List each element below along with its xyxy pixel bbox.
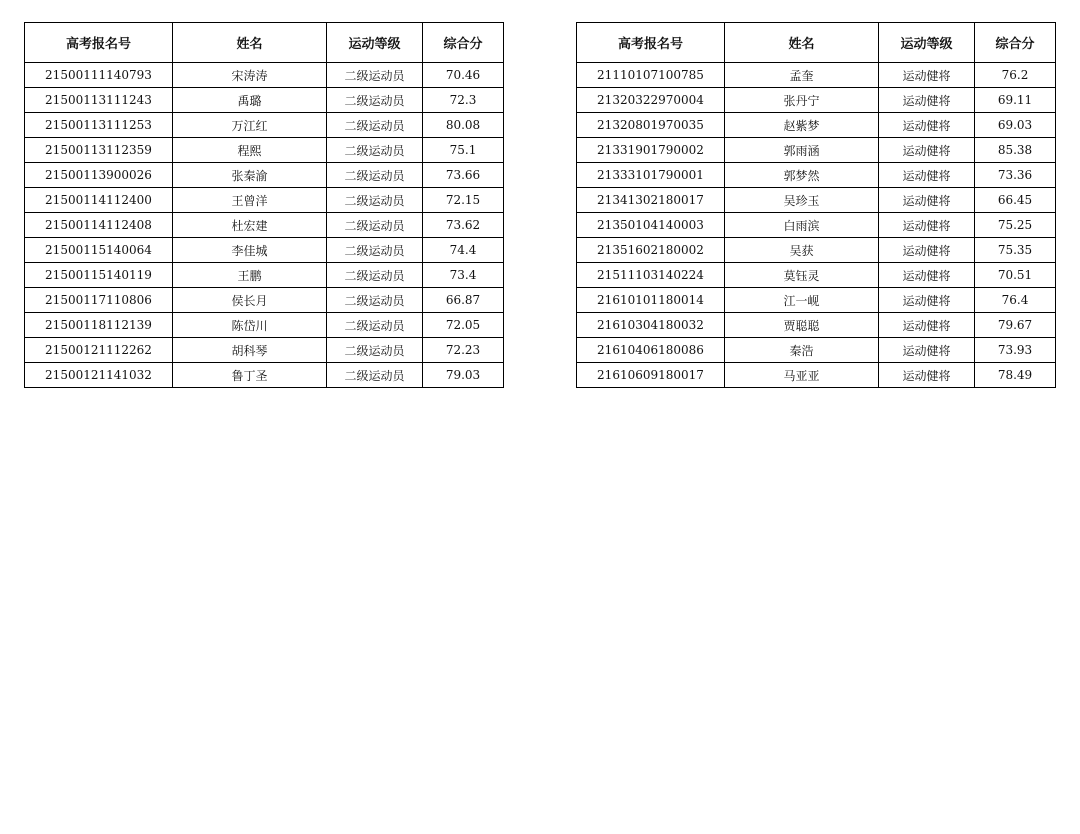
cell-exam-id: 21500115140064 (25, 238, 173, 263)
cell-total-score: 72.05 (423, 313, 504, 338)
cell-name: 侯长月 (173, 288, 327, 313)
table-row (25, 313, 504, 338)
cell-name: 马亚亚 (725, 363, 879, 388)
cell-name: 王鹏 (173, 263, 327, 288)
cell-sport-level: 二级运动员 (327, 288, 423, 313)
cell-name: 李佳城 (173, 238, 327, 263)
cell-name: 万江红 (173, 113, 327, 138)
cell-exam-id: 21320801970035 (577, 113, 725, 138)
cell-total-score: 70.51 (975, 263, 1056, 288)
right-table-header (577, 23, 1056, 63)
cell-exam-id: 21500113900026 (25, 163, 173, 188)
cell-exam-id: 21610609180017 (577, 363, 725, 388)
cell-sport-level: 二级运动员 (327, 338, 423, 363)
left-table-body (25, 63, 504, 388)
cell-sport-level: 运动健将 (879, 138, 975, 163)
cell-sport-level: 运动健将 (879, 313, 975, 338)
cell-name: 吴珍玉 (725, 188, 879, 213)
cell-total-score: 75.1 (423, 138, 504, 163)
table-row (577, 188, 1056, 213)
table-row (25, 63, 504, 88)
table-row (25, 363, 504, 388)
cell-sport-level: 二级运动员 (327, 138, 423, 163)
column-header-name: 姓名 (725, 23, 879, 63)
cell-exam-id: 21331901790002 (577, 138, 725, 163)
cell-exam-id: 21500111140793 (25, 63, 173, 88)
cell-name: 张秦渝 (173, 163, 327, 188)
cell-total-score: 80.08 (423, 113, 504, 138)
column-header-sport-level: 运动等级 (879, 23, 975, 63)
cell-total-score: 72.15 (423, 188, 504, 213)
header-row (577, 23, 1056, 63)
table-row (577, 213, 1056, 238)
cell-exam-id: 21500121112262 (25, 338, 173, 363)
column-header-total-score: 综合分 (423, 23, 504, 63)
cell-sport-level: 运动健将 (879, 113, 975, 138)
column-header-exam-id: 高考报名号 (577, 23, 725, 63)
table-row (577, 238, 1056, 263)
cell-total-score: 75.35 (975, 238, 1056, 263)
cell-total-score: 73.36 (975, 163, 1056, 188)
cell-total-score: 73.4 (423, 263, 504, 288)
cell-name: 贾聪聪 (725, 313, 879, 338)
cell-exam-id: 21610304180032 (577, 313, 725, 338)
cell-total-score: 73.93 (975, 338, 1056, 363)
cell-exam-id: 21500114112400 (25, 188, 173, 213)
cell-sport-level: 运动健将 (879, 263, 975, 288)
cell-sport-level: 运动健将 (879, 188, 975, 213)
cell-total-score: 70.46 (423, 63, 504, 88)
cell-name: 鲁丁圣 (173, 363, 327, 388)
cell-name: 江一岘 (725, 288, 879, 313)
cell-sport-level: 二级运动员 (327, 188, 423, 213)
cell-total-score: 73.66 (423, 163, 504, 188)
table-row (577, 113, 1056, 138)
cell-sport-level: 运动健将 (879, 63, 975, 88)
column-header-total-score: 综合分 (975, 23, 1056, 63)
table-row (25, 338, 504, 363)
cell-exam-id: 21110107100785 (577, 63, 725, 88)
table-row (25, 138, 504, 163)
left-table-header (25, 23, 504, 63)
cell-total-score: 72.3 (423, 88, 504, 113)
cell-name: 吴获 (725, 238, 879, 263)
cell-total-score: 73.62 (423, 213, 504, 238)
cell-name: 白雨滨 (725, 213, 879, 238)
cell-name: 秦浩 (725, 338, 879, 363)
cell-total-score: 76.4 (975, 288, 1056, 313)
cell-name: 胡科琴 (173, 338, 327, 363)
header-row (25, 23, 504, 63)
cell-sport-level: 二级运动员 (327, 113, 423, 138)
cell-total-score: 69.03 (975, 113, 1056, 138)
cell-name: 赵紫梦 (725, 113, 879, 138)
cell-sport-level: 运动健将 (879, 88, 975, 113)
table-row (577, 88, 1056, 113)
cell-exam-id: 21500117110806 (25, 288, 173, 313)
cell-total-score: 79.67 (975, 313, 1056, 338)
column-header-sport-level: 运动等级 (327, 23, 423, 63)
table-row (577, 63, 1056, 88)
cell-name: 张丹宁 (725, 88, 879, 113)
cell-exam-id: 21500121141032 (25, 363, 173, 388)
cell-sport-level: 运动健将 (879, 213, 975, 238)
cell-exam-id: 21610406180086 (577, 338, 725, 363)
cell-exam-id: 21351602180002 (577, 238, 725, 263)
cell-exam-id: 21500113112359 (25, 138, 173, 163)
cell-exam-id: 21350104140003 (577, 213, 725, 238)
column-header-name: 姓名 (173, 23, 327, 63)
cell-total-score: 79.03 (423, 363, 504, 388)
cell-exam-id: 21341302180017 (577, 188, 725, 213)
cell-exam-id: 21610101180014 (577, 288, 725, 313)
cell-name: 禹璐 (173, 88, 327, 113)
cell-sport-level: 二级运动员 (327, 363, 423, 388)
cell-sport-level: 运动健将 (879, 363, 975, 388)
table-row (25, 213, 504, 238)
cell-exam-id: 21500114112408 (25, 213, 173, 238)
table-row (25, 263, 504, 288)
cell-total-score: 78.49 (975, 363, 1056, 388)
cell-sport-level: 二级运动员 (327, 163, 423, 188)
column-header-exam-id: 高考报名号 (25, 23, 173, 63)
cell-name: 郭雨涵 (725, 138, 879, 163)
table-row (25, 163, 504, 188)
cell-name: 陈岱川 (173, 313, 327, 338)
right-table-body (577, 63, 1056, 388)
table-row (577, 138, 1056, 163)
cell-total-score: 75.25 (975, 213, 1056, 238)
cell-exam-id: 21333101790001 (577, 163, 725, 188)
cell-total-score: 74.4 (423, 238, 504, 263)
table-row (577, 338, 1056, 363)
table-row (577, 163, 1056, 188)
cell-sport-level: 运动健将 (879, 238, 975, 263)
cell-name: 郭梦然 (725, 163, 879, 188)
cell-total-score: 66.45 (975, 188, 1056, 213)
cell-exam-id: 21500118112139 (25, 313, 173, 338)
cell-exam-id: 21511103140224 (577, 263, 725, 288)
right-score-table (576, 22, 1056, 388)
cell-sport-level: 运动健将 (879, 288, 975, 313)
cell-exam-id: 21320322970004 (577, 88, 725, 113)
cell-exam-id: 21500113111253 (25, 113, 173, 138)
cell-total-score: 69.11 (975, 88, 1056, 113)
table-row (25, 238, 504, 263)
cell-sport-level: 二级运动员 (327, 63, 423, 88)
cell-exam-id: 21500115140119 (25, 263, 173, 288)
cell-total-score: 66.87 (423, 288, 504, 313)
cell-sport-level: 运动健将 (879, 163, 975, 188)
cell-exam-id: 21500113111243 (25, 88, 173, 113)
cell-total-score: 72.23 (423, 338, 504, 363)
cell-sport-level: 二级运动员 (327, 88, 423, 113)
cell-name: 莫钰灵 (725, 263, 879, 288)
table-row (25, 88, 504, 113)
cell-sport-level: 二级运动员 (327, 263, 423, 288)
cell-total-score: 76.2 (975, 63, 1056, 88)
cell-total-score: 85.38 (975, 138, 1056, 163)
cell-name: 王曾洋 (173, 188, 327, 213)
cell-sport-level: 二级运动员 (327, 238, 423, 263)
table-row (25, 188, 504, 213)
cell-sport-level: 运动健将 (879, 338, 975, 363)
cell-name: 程熙 (173, 138, 327, 163)
cell-name: 杜宏建 (173, 213, 327, 238)
cell-name: 孟奎 (725, 63, 879, 88)
table-row (577, 363, 1056, 388)
table-row (25, 113, 504, 138)
table-row (577, 313, 1056, 338)
left-score-table (24, 22, 504, 388)
cell-sport-level: 二级运动员 (327, 313, 423, 338)
cell-sport-level: 二级运动员 (327, 213, 423, 238)
table-row (577, 263, 1056, 288)
table-row (25, 288, 504, 313)
table-row (577, 288, 1056, 313)
cell-name: 宋涛涛 (173, 63, 327, 88)
